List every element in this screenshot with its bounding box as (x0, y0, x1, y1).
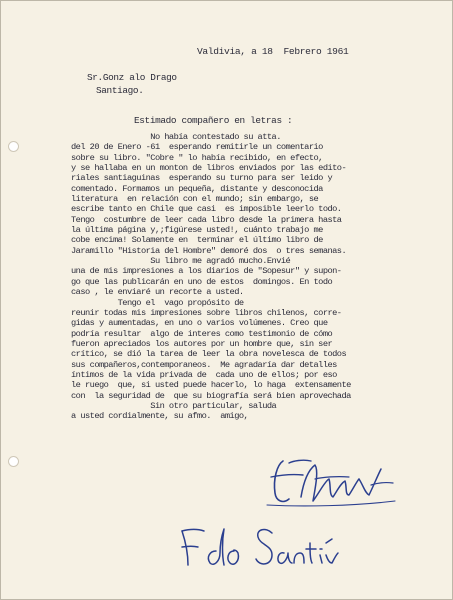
body-line: go que las publicarán en uno de estos domingos. En todo (71, 276, 333, 287)
body-line: Tengo el vago propósito de (71, 297, 244, 308)
body-line: literatura en relación con el mundo; sin embargo, se (71, 194, 319, 205)
body-line: Su libro me agradó mucho.Envié (71, 256, 291, 267)
body-line: No había contestado su atta. (71, 132, 281, 142)
body-line: gidas y aumentadas, en uno o varios volúmenes. Creo que (71, 318, 328, 329)
body-line: crítico, se dió la tarea de leer la obra novelesca de todos (71, 349, 347, 360)
body-line: una de mis impresiones a los diarios de "Sopesur" y supon- (71, 266, 342, 277)
body-line: la última página y,;figúrese usted!, cuánto trabajo me (71, 225, 323, 236)
body-line: reunir todas mis impresiones sobre libros chilenos, corre- (71, 307, 342, 318)
handwritten-signature (253, 449, 403, 511)
body-line: y se hallaba en un monton de libros enviados por las edito- (71, 163, 347, 174)
recipient-city: Santiago. (96, 85, 144, 96)
body-line: con la seguridad de que su biografía será bien aprovechada (71, 390, 351, 401)
dateline: Valdivia, a 18 Febrero 1961 (197, 46, 349, 57)
body-line: escribe tanto en Chile que casi es imposible leerlo todo. (71, 204, 342, 215)
recipient-name: Sr.Gonz alo Drago (87, 72, 177, 83)
body-line: caso , le enviaré un recorte a usted. (71, 287, 244, 298)
punch-hole-bottom (8, 456, 19, 467)
body-line: del 20 de Enero -61 esperando remitirle un comentario (71, 142, 323, 153)
body-line: riales santiaguinas esperando su turno para ser leido y (71, 173, 333, 184)
body-line: sobre su libro. "Cobre " lo había recibido, en efecto, (71, 152, 323, 163)
body-line: Sin otro particular, saluda (71, 400, 277, 411)
body-line: Tengo costumbre de leer cada libro desde la primera hasta (71, 214, 342, 225)
body-line: le ruego que, si usted puede hacerlo, lo haga extensamente (71, 380, 351, 391)
body-line: fueron apreciados los autores por un hombre que, sin ser (71, 338, 333, 349)
body-line: íntimos de la vida privada de cada uno de ellos; por eso (71, 369, 337, 380)
body-line: a usted cordialmente, su afmo. amigo, (71, 411, 249, 422)
handwritten-note (176, 515, 346, 577)
body-line: Jaramillo "Historia del Hombre" demoré dos o tres semanas. (71, 245, 347, 256)
salutation: Estimado compañero en letras : (134, 115, 293, 126)
punch-hole-top (8, 141, 19, 152)
body-line: comentado. Formamos un pequeña, distante y desconocida (71, 183, 323, 194)
letter-body (71, 132, 441, 422)
body-line: sus compañeros,contemporaneos. Me agradaría dar detalles (71, 359, 337, 370)
body-line: cobe encima! Solamente en terminar el último libro de (71, 235, 323, 246)
body-line: podría resultar algo de interes como testimonio de cómo (71, 328, 333, 339)
